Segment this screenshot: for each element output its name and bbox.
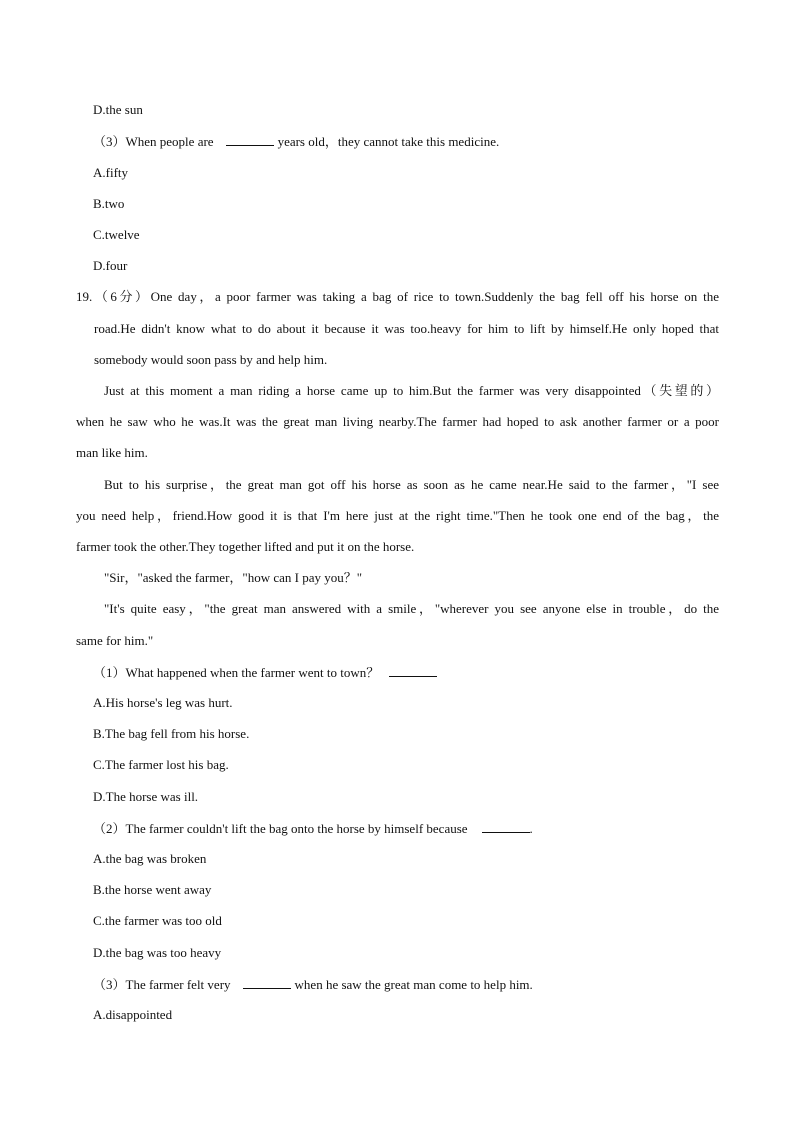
q19-para3-line2: you need help，friend.How good it is that I'm here just at the right time."Then he took one end of the bag，the <box>76 508 719 523</box>
q19-sub2-option-b: B.the horse went away <box>93 882 212 897</box>
q19-sub2-question <box>93 820 533 837</box>
q19-para2-line2: when he saw who he was.It was the great man living nearby.The farmer had hoped to ask another farmer or a poor <box>76 414 719 429</box>
q19-sub2-suffix: . <box>529 821 533 836</box>
q19-para2-line1: Just at this moment a man riding a horse came up to him.But the farmer was very disappointed（失望的） <box>104 383 719 398</box>
answer-blank <box>226 133 274 146</box>
q19-sub2-option-c: C.the farmer was too old <box>93 913 222 928</box>
q18-sub3-option-d: D.four <box>93 258 128 273</box>
q19-sub2-option-a: A.the bag was broken <box>93 851 207 866</box>
q19-intro-line3: somebody would soon pass by and help him. <box>94 352 328 367</box>
q18-option-d: D.the sun <box>93 102 143 117</box>
q19-sub2-prefix: （2）The farmer couldn't lift the bag onto the horse by himself because <box>93 821 468 836</box>
q19-para5-line1: "It's quite easy，"the great man answered with a smile，"wherever you see anyone else in trouble，do the <box>104 601 719 616</box>
q19-sub1-option-c: C.The farmer lost his bag. <box>93 757 229 772</box>
q19-sub2-option-d: D.the bag was too heavy <box>93 945 222 960</box>
q19-sub1-question <box>93 664 441 681</box>
answer-blank <box>243 976 291 989</box>
q19-intro-line1: 19.（6分）One day，a poor farmer was taking a bag of rice to town.Suddenly the bag fell off his horse on the <box>76 289 719 304</box>
q19-para3-line1: But to his surprise，the great man got off his horse as soon as he came near.He said to the farmer，"I see <box>104 477 719 492</box>
q18-sub3-prefix: （3）When people are <box>93 134 214 149</box>
q18-sub3-option-a: A.fifty <box>93 165 129 180</box>
q19-para2-line3: man like him. <box>76 445 148 460</box>
q19-para4: "Sir，"asked the farmer，"how can I pay you？" <box>104 570 363 585</box>
q19-para3-line3: farmer took the other.They together lifted and put it on the horse. <box>76 539 415 554</box>
answer-blank <box>482 820 530 833</box>
q18-sub3-option-c: C.twelve <box>93 227 140 242</box>
q19-intro-line2: road.He didn't know what to do about it because it was too.heavy for him to lift by himself.He only hoped that <box>94 321 719 336</box>
q19-sub3-prefix: （3）The farmer felt very <box>93 977 231 992</box>
q18-sub3-question <box>93 133 499 150</box>
q18-sub3-option-b: B.two <box>93 196 125 211</box>
q19-sub1-option-a: A.His horse's leg was hurt. <box>93 695 233 710</box>
q19-sub3-option-a: A.disappointed <box>93 1007 173 1022</box>
q19-sub1-prefix: （1）What happened when the farmer went to town？ <box>93 665 380 680</box>
q19-sub3-question <box>93 976 533 993</box>
q19-sub1-option-b: B.The bag fell from his horse. <box>93 726 250 741</box>
q19-sub3-suffix: when he saw the great man come to help him. <box>294 977 533 992</box>
q18-sub3-suffix: years old，they cannot take this medicine. <box>277 134 500 149</box>
q19-sub1-option-d: D.The horse was ill. <box>93 789 199 804</box>
answer-blank <box>389 664 437 677</box>
q19-para5-line2: same for him." <box>76 633 154 648</box>
